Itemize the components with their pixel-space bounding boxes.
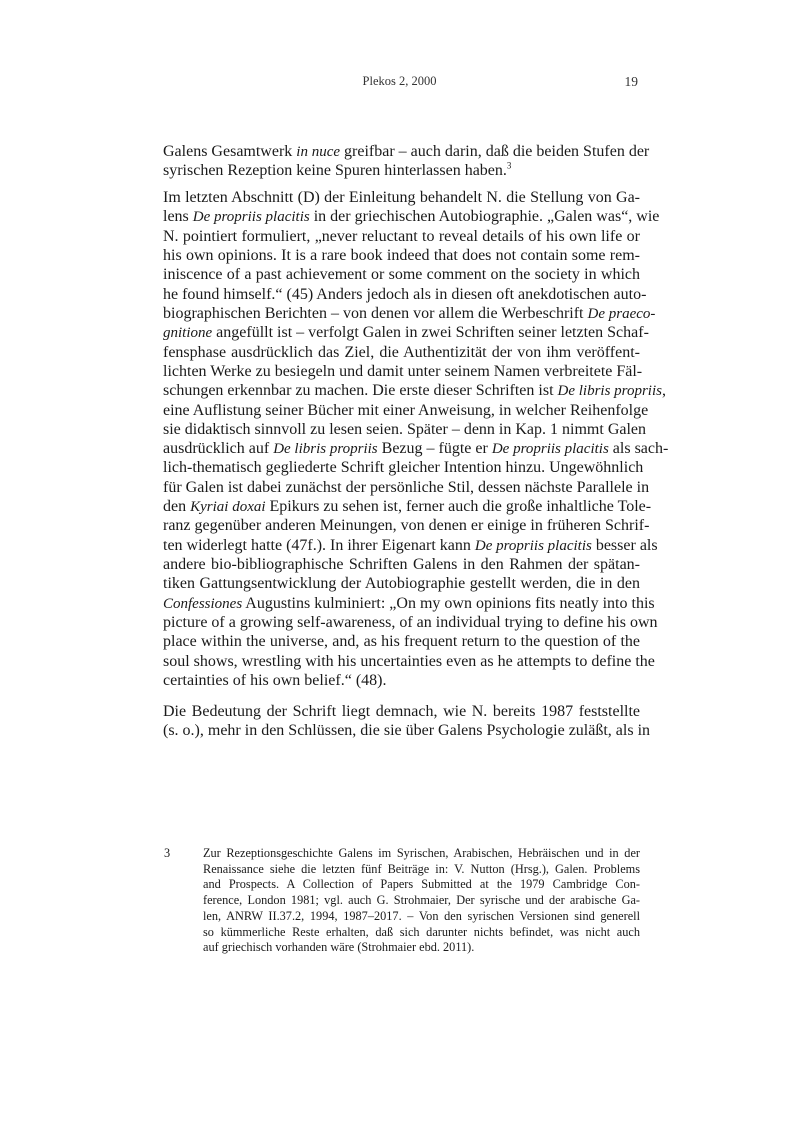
text-line <box>163 343 640 362</box>
italic-title: De praeco- <box>587 305 656 322</box>
text-segment: für Galen ist dabei zunächst der persönliche Stil, dessen nächste Parallele in <box>163 478 650 496</box>
text-segment: andere bio-bibliographische Schriften Galens in den Rahmen der spätan- <box>163 556 640 574</box>
text-segment: (s. o.), mehr in den Schlüssen, die sie über Galens Psychologie zuläßt, als in <box>163 722 651 740</box>
text-segment: ten widerlegt hatte (47f.). In ihrer Eigenart kann <box>163 536 475 554</box>
text-segment: , <box>661 382 666 400</box>
footnote-line: Renaissance siehe die letzten fünf Beiträge in: V. Nutton (Hrsg.), Galen. Problems <box>203 861 640 876</box>
italic-title: De libris propriis <box>273 441 378 458</box>
text-line <box>163 652 655 671</box>
footnote-line: and Prospects. A Collection of Papers Submitted at the 1979 Cambridge Con- <box>203 877 640 892</box>
text-segment: greifbar – auch darin, daß die beiden Stufen der <box>340 143 650 160</box>
text-line <box>163 362 643 381</box>
text-segment: schungen erkennbar zu machen. Die erste dieser Schriften ist <box>163 382 558 400</box>
text-segment: iniscence of a past achievement or some comment on the society in which <box>163 266 640 284</box>
text-line <box>163 478 650 497</box>
text-segment: Bezug – fügte er <box>377 440 492 458</box>
text-segment: biographischen Berichten – von denen vor allem die Werbeschrift <box>163 304 588 322</box>
italic-title: in nuce <box>296 144 341 160</box>
text-line <box>163 632 640 651</box>
text-line <box>163 516 650 535</box>
text-line <box>163 439 669 459</box>
italic-title: De libris propriis <box>557 383 662 400</box>
italic-title: De propriis placitis <box>474 537 592 554</box>
text-segment: besser als <box>591 536 658 554</box>
text-line <box>163 207 660 227</box>
text-segment: Galens Gesamtwerk <box>163 143 297 160</box>
running-title: Plekos 2, 2000 <box>362 74 437 88</box>
footnote-reference: 3 <box>506 160 512 171</box>
text-segment: lich-thematisch gegliederte Schrift gleicher Intention hinzu. Ungewöhnlich <box>163 459 644 477</box>
text-line <box>163 323 649 343</box>
text-segment: lichten Werke zu besiegeln und damit unter seinem Namen verbreitete Fäl- <box>163 362 643 380</box>
text-line <box>163 227 640 246</box>
text-line <box>163 613 658 632</box>
text-segment: soul shows, wrestling with his uncertainties even as he attempts to define the <box>163 652 655 670</box>
italic-title: Kyriai doxai <box>190 499 266 516</box>
text-segment: ausdrücklich auf <box>163 440 274 458</box>
text-line <box>163 285 647 304</box>
footnote-line: ference, London 1981; vgl. auch G. Strohmaier, Der syrische und der arabische Ga- <box>203 893 640 908</box>
italic-title: Confessiones <box>163 595 243 612</box>
text-segment: Epikurs zu sehen ist, ferner auch die große inhaltliche Tole- <box>265 498 652 516</box>
text-line <box>163 161 640 180</box>
text-segment: sie didaktisch sinnvoll zu lesen seien. Später – denn in Kap. 1 nimmt Galen <box>163 420 647 438</box>
text-line <box>163 381 666 401</box>
text-line <box>163 142 650 162</box>
text-segment: angefüllt ist – verfolgt Galen in zwei Schriften seiner letzten Schaf- <box>212 324 649 342</box>
text-segment: picture of a growing self-awareness, of an individual trying to define his own <box>163 614 658 632</box>
text-segment: Die Bedeutung der Schrift liegt demnach, wie N. bereits 1987 feststellte <box>163 703 640 720</box>
text-line <box>163 574 640 593</box>
text-line <box>163 246 640 265</box>
text-line <box>163 702 640 721</box>
footnote-line: auf griechisch vorhanden wäre (Strohmaier ebd. 2011). <box>203 940 475 955</box>
text-segment: place within the universe, and, as his frequent return to the question of the <box>163 633 640 651</box>
italic-title: gnitione <box>163 325 213 342</box>
text-line <box>163 594 655 614</box>
text-line <box>163 304 656 324</box>
text-line <box>163 671 640 690</box>
text-line <box>163 265 640 284</box>
text-segment: als sach- <box>608 440 669 458</box>
text-segment: he found himself.“ (45) Anders jedoch als in diesen oft anekdotischen auto- <box>163 285 647 303</box>
text-line <box>163 420 647 439</box>
text-line <box>163 555 640 574</box>
italic-title: De propriis placitis <box>491 441 609 458</box>
text-segment: in der griechischen Autobiographie. „Galen was“, wie <box>309 208 660 226</box>
footnote-line: so kümmerliche Reste erhalten, daß sich darunter nichts befindet, was nicht auch <box>203 924 640 939</box>
text-segment: ranz gegenüber anderen Meinungen, von denen er einige in früheren Schrif- <box>163 517 650 535</box>
text-segment: den <box>163 498 191 516</box>
text-line <box>163 536 658 556</box>
italic-title: De propriis placitis <box>192 209 310 226</box>
footnote-line: len, ANRW II.37.2, 1994, 1987–2017. – Von den syrischen Versionen sind generell <box>203 908 640 923</box>
text-segment: certainties of his own belief.“ (48). <box>163 672 387 689</box>
text-segment: fensphase ausdrücklich das Ziel, die Authentizität der von ihm veröffent- <box>163 343 640 361</box>
text-line <box>163 458 644 477</box>
page-number: 19 <box>624 74 638 89</box>
text-segment: eine Auflistung seiner Bücher mit einer Anweisung, in welcher Reihenfolge <box>163 401 649 419</box>
text-line <box>163 188 640 207</box>
text-segment: lens <box>163 208 193 226</box>
text-segment: Augustins kulminiert: „On my own opinions fits neatly into this <box>242 594 655 612</box>
text-line <box>163 721 651 740</box>
footnote-number: 3 <box>164 846 171 860</box>
text-segment: syrischen Rezeption keine Spuren hinterlassen haben. <box>163 162 507 180</box>
text-segment: tiken Gattungsentwicklung der Autobiographie gestellt werden, die in den <box>163 575 640 593</box>
text-segment: his own opinions. It is a rare book indeed that does not contain some rem- <box>163 246 640 264</box>
footnote-line: Zur Rezeptionsgeschichte Galens im Syrischen, Arabischen, Hebräischen und in der <box>203 846 640 860</box>
text-line <box>163 497 652 517</box>
text-segment: Im letzten Abschnitt (D) der Einleitung behandelt N. die Stellung von Ga- <box>163 189 640 206</box>
text-segment: N. pointiert formuliert, „never reluctant to reveal details of his own life or <box>163 227 640 245</box>
text-line <box>163 401 649 420</box>
